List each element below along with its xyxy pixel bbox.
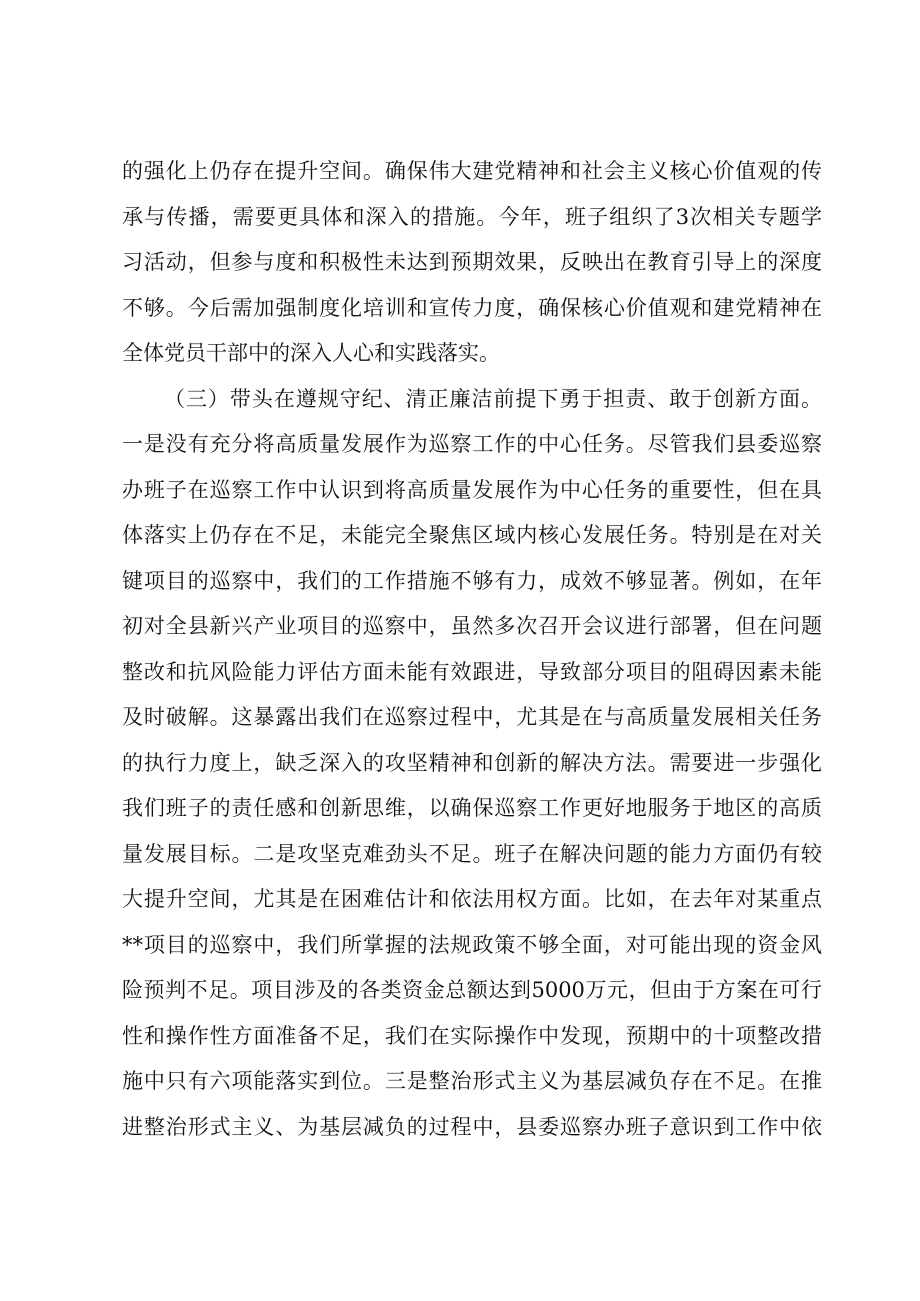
text-line: 的执行力度上，缺乏深入的攻坚精神和创新的解决方法。需要进一步强化	[122, 750, 822, 775]
text-line: 一是没有充分将高质量发展作为巡察工作的中心任务。尽管我们县委巡察	[122, 432, 822, 456]
text-line: 性和操作性方面准备不足，我们在实际操作中发现，预期中的十项整改措	[122, 1023, 822, 1048]
paragraph-1	[122, 149, 822, 377]
text-line: 办班子在巡察工作中认识到将高质量发展作为中心任务的重要性，但在具	[122, 477, 822, 502]
text-line: 及时破解。这暴露出我们在巡察过程中，尤其是在与高质量发展相关任务	[122, 705, 822, 729]
text-line: 我们班子的责任感和创新思维，以确保巡察工作更好地服务于地区的高质	[122, 796, 822, 820]
text-line: **项目的巡察中，我们所掌握的法规政策不够全面，对可能出现的资金风	[122, 932, 822, 957]
text-line: 大提升空间，尤其是在困难估计和依法用权方面。比如，在去年对某重点	[122, 887, 822, 911]
text-line: 进整治形式主义、为基层减负的过程中，县委巡察办班子意识到工作中依	[122, 1114, 822, 1139]
text-line: 习活动，但参与度和积极性未达到预期效果，反映出在教育引导上的深度	[122, 250, 822, 274]
section-heading-line: （三）带头在遵规守纪、清正廉洁前提下勇于担责、敢于创新方面。	[164, 386, 822, 411]
text-line: 不够。今后需加强制度化培训和宣传力度，确保核心价值观和建党精神在	[122, 295, 822, 320]
text-line: 初对全县新兴产业项目的巡察中，虽然多次召开会议进行部署，但在问题	[122, 614, 822, 638]
text-line: 承与传播，需要更具体和深入的措施。今年，班子组织了3次相关专题学	[122, 204, 822, 229]
text-line: 体落实上仍存在不足，未能完全聚焦区域内核心发展任务。特别是在对关	[122, 523, 822, 547]
text-line: 整改和抗风险能力评估方面未能有效跟进，导致部分项目的阻碍因素未能	[122, 659, 822, 684]
text-line: 的强化上仍存在提升空间。确保伟大建党精神和社会主义核心价值观的传	[122, 159, 822, 183]
text-line: 全体党员干部中的深入人心和实践落实。	[122, 341, 500, 365]
document-body	[122, 149, 822, 1150]
text-line: 施中只有六项能落实到位。三是整治形式主义为基层减负存在不足。在推	[122, 1069, 822, 1093]
paragraph-2	[122, 377, 822, 1151]
text-line: 键项目的巡察中，我们的工作措施不够有力，成效不够显著。例如，在年	[122, 568, 822, 593]
text-line: 险预判不足。项目涉及的各类资金总额达到5000万元，但由于方案在可行	[122, 978, 822, 1002]
text-line: 量发展目标。二是攻坚克难劲头不足。班子在解决问题的能力方面仍有较	[122, 841, 822, 866]
